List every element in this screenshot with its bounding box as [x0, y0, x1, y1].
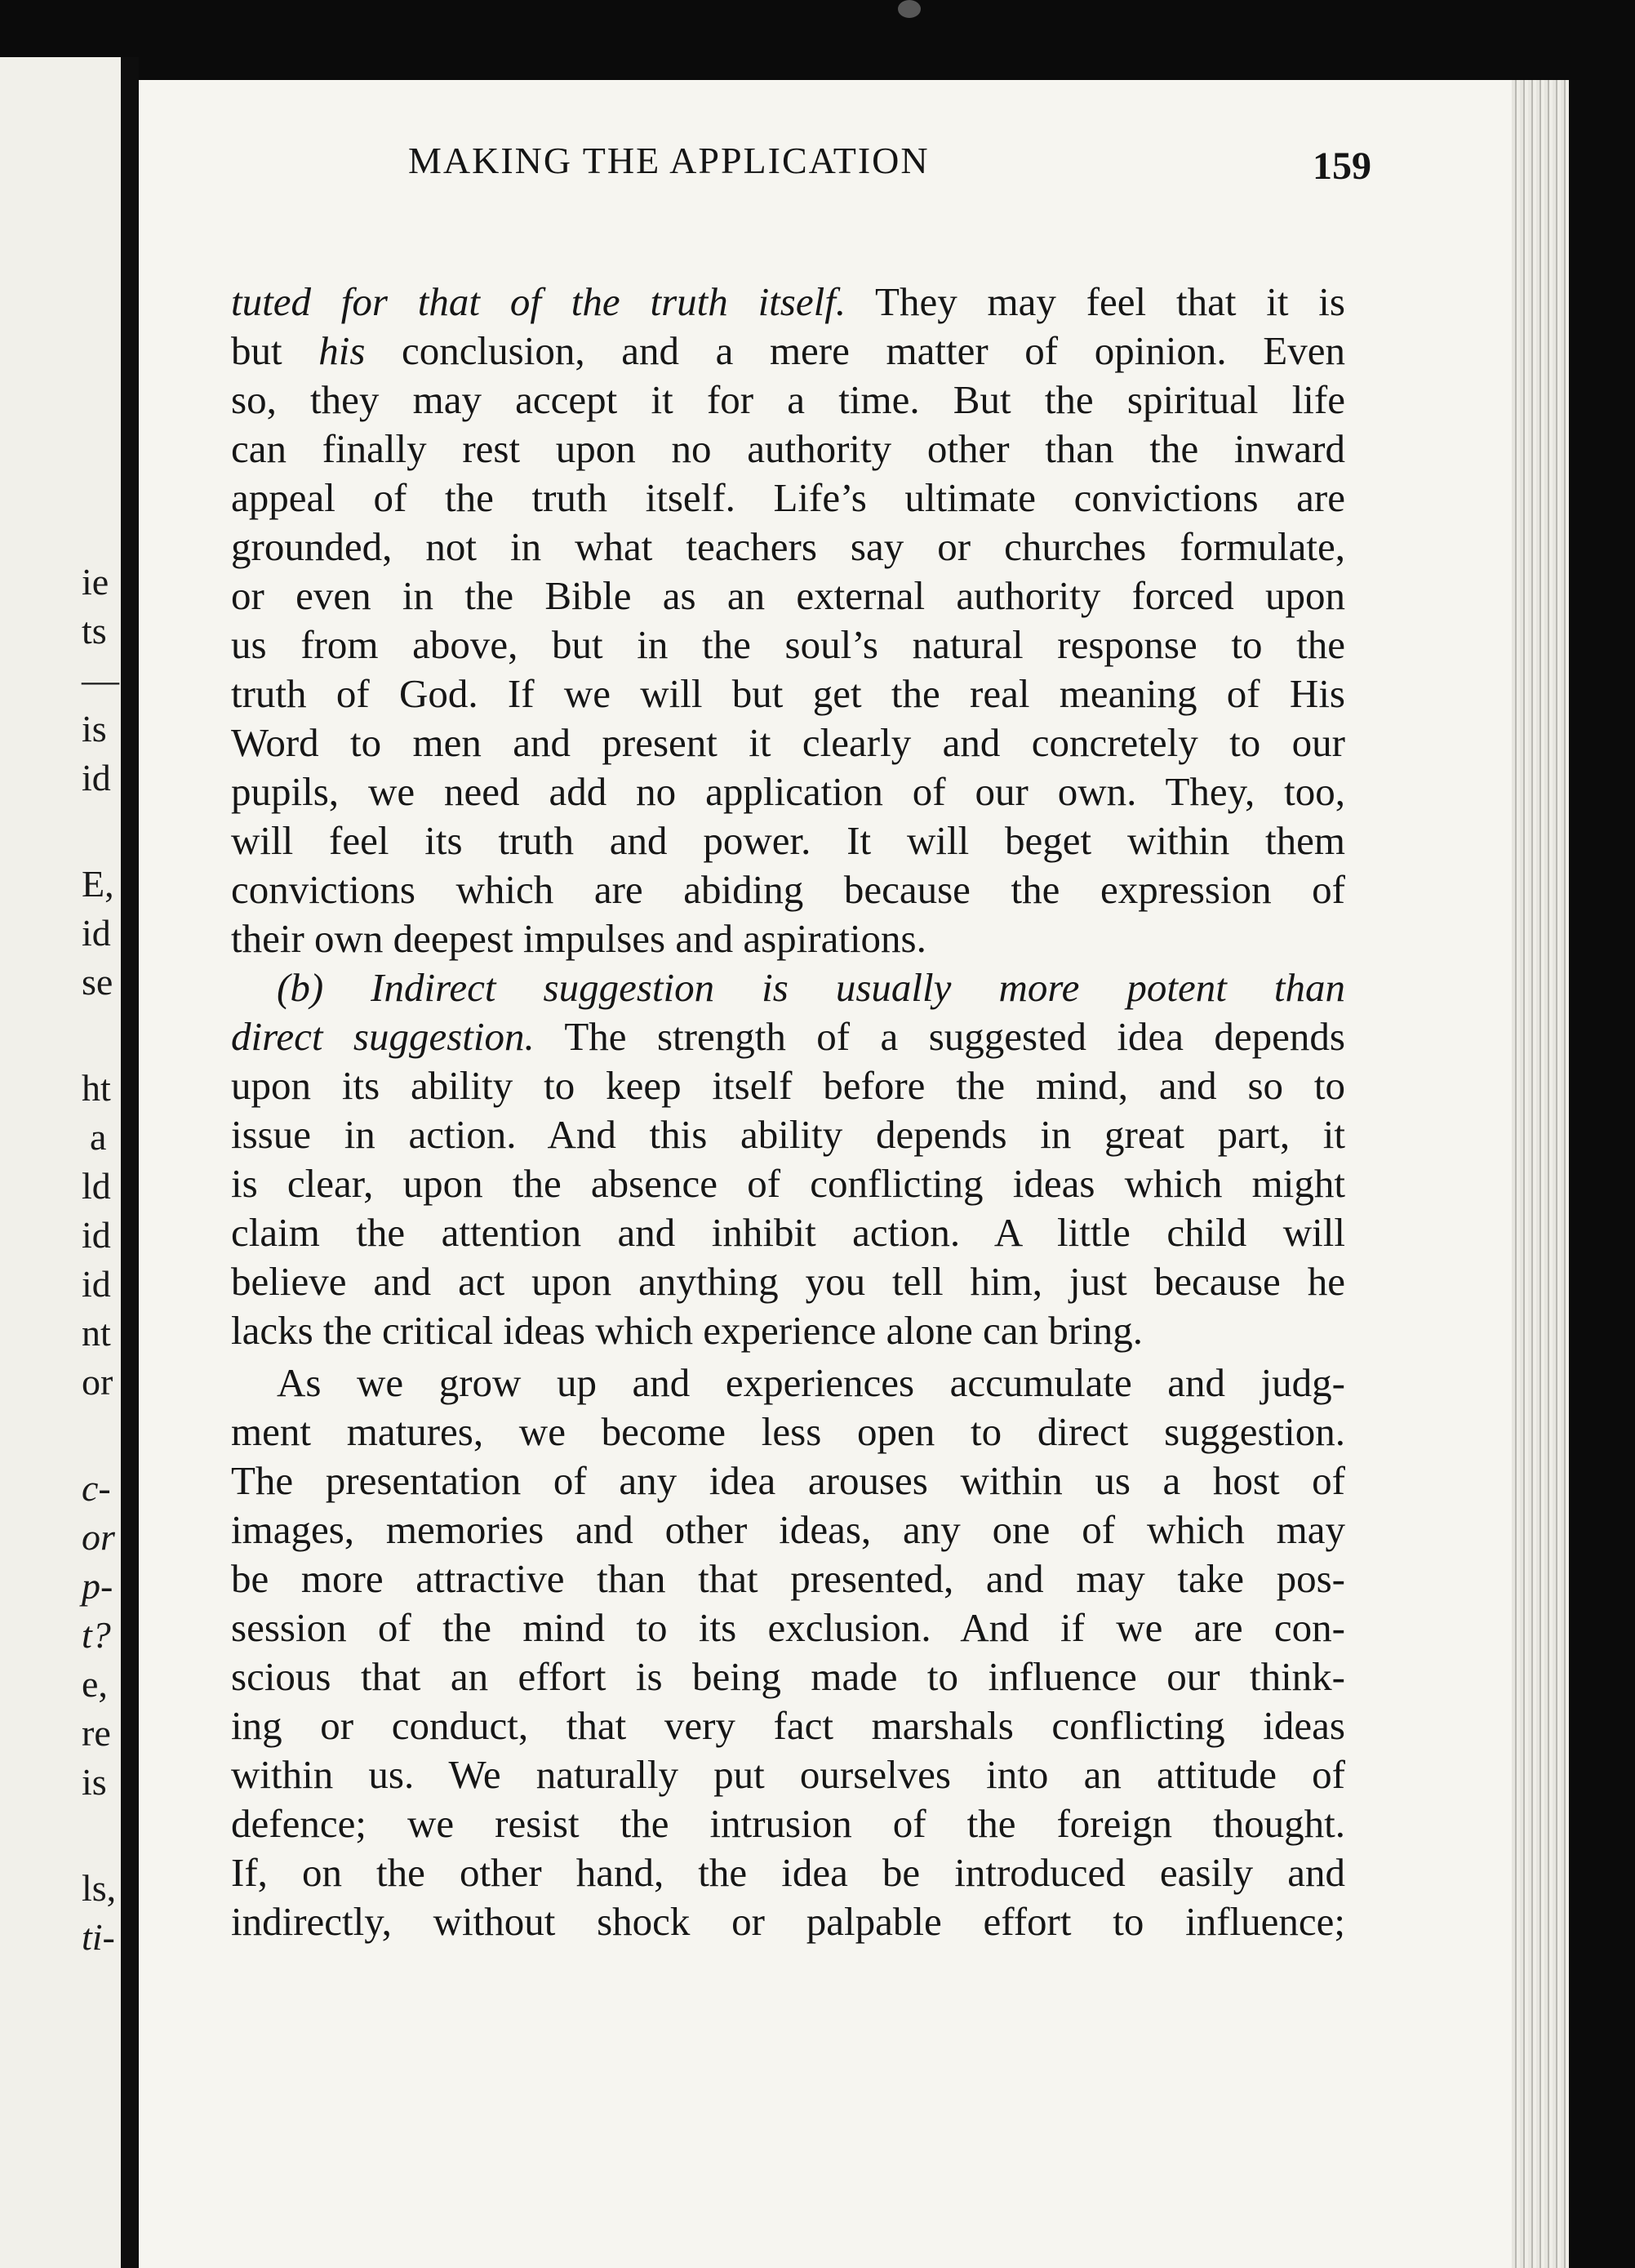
- text-line: their own deepest impulses and aspirations.: [231, 916, 926, 961]
- page-number: 159: [1313, 145, 1371, 188]
- margin-fragment: a: [90, 1116, 107, 1158]
- margin-fragment: se: [82, 961, 113, 1003]
- text-line: The presentation of any idea arouses within us a host of: [231, 1458, 1345, 1503]
- margin-fragment: ht: [82, 1067, 111, 1109]
- margin-fragment: is: [82, 1761, 107, 1803]
- margin-fragment: c-: [82, 1467, 111, 1509]
- text-line: pupils, we need add no application of our own. They, too,: [231, 769, 1345, 814]
- margin-fragment: p-: [82, 1565, 113, 1607]
- text-line: can finally rest upon no authority other than the inward: [231, 426, 1345, 471]
- margin-fragment: e,: [82, 1663, 108, 1705]
- text-line: appeal of the truth itself. Life’s ultimate convictions are: [231, 475, 1345, 520]
- text-line: ment matures, we become less open to direct suggestion.: [231, 1409, 1345, 1454]
- margin-fragment: ti-: [82, 1916, 115, 1958]
- text-line: believe and act upon anything you tell him, just because he: [231, 1259, 1345, 1304]
- text-line: truth of God. If we will but get the real meaning of His: [231, 671, 1345, 716]
- body-text: [231, 278, 1345, 1946]
- text-line: us from above, but in the soul’s natural response to the: [231, 622, 1345, 667]
- text-line: or even in the Bible as an external authority forced upon: [231, 573, 1345, 618]
- text-line: convictions which are abiding because the expression of: [231, 867, 1345, 912]
- text-line: is clear, upon the absence of conflicting ideas which might: [231, 1161, 1345, 1206]
- margin-fragment: re: [82, 1712, 111, 1754]
- text-line: grounded, not in what teachers say or churches formulate,: [231, 524, 1345, 569]
- margin-fragment: or: [82, 1361, 113, 1403]
- text-line: within us. We naturally put ourselves into an attitude of: [231, 1752, 1345, 1797]
- margin-fragment: ld: [82, 1165, 111, 1207]
- text-line: direct suggestion. The strength of a suggested idea depends: [231, 1014, 1345, 1059]
- text-line: ing or conduct, that very fact marshals conflicting ideas: [231, 1703, 1345, 1748]
- text-line: tuted for that of the truth itself. They may feel that it is: [231, 279, 1345, 324]
- facing-page-edge: [0, 57, 121, 2268]
- text-line: defence; we resist the intrusion of the foreign thought.: [231, 1801, 1345, 1846]
- margin-fragment: t?: [82, 1614, 111, 1656]
- margin-fragment: ts: [82, 610, 107, 651]
- margin-fragment: nt: [82, 1312, 111, 1354]
- text-line: (b) Indirect suggestion is usually more potent than: [277, 965, 1345, 1010]
- text-line: lacks the critical ideas which experience alone can bring.: [231, 1308, 1143, 1353]
- text-line: claim the attention and inhibit action. A little child will: [231, 1210, 1345, 1255]
- page-edges: [1512, 80, 1569, 2268]
- margin-fragment: or: [82, 1516, 115, 1558]
- margin-fragment: id: [82, 1214, 111, 1256]
- margin-fragment: id: [82, 757, 111, 798]
- text-line: Word to men and present it clearly and concretely to our: [231, 720, 1345, 765]
- margin-fragment: E,: [82, 863, 114, 905]
- margin-fragment: —: [82, 659, 119, 700]
- text-line: upon its ability to keep itself before the mind, and so to: [231, 1063, 1345, 1108]
- margin-fragment: id: [82, 912, 111, 954]
- margin-fragment: ls,: [82, 1867, 117, 1909]
- text-line: session of the mind to its exclusion. And if we are con-: [231, 1605, 1345, 1650]
- text-line: issue in action. And this ability depends in great part, it: [231, 1112, 1345, 1157]
- chapter-title: MAKING THE APPLICATION: [408, 140, 930, 181]
- text-line: images, memories and other ideas, any one of which may: [231, 1507, 1345, 1552]
- margin-fragment: is: [82, 708, 107, 749]
- running-head: [408, 139, 1371, 188]
- scan-speck: [898, 0, 921, 18]
- text-line: As we grow up and experiences accumulate and judg-: [277, 1360, 1345, 1405]
- margin-fragment: ie: [82, 561, 109, 603]
- text-line: so, they may accept it for a time. But the spiritual life: [231, 377, 1345, 422]
- text-line: be more attractive than that presented, and may take pos-: [231, 1556, 1345, 1601]
- text-line: If, on the other hand, the idea be introduced easily and: [231, 1850, 1345, 1895]
- text-line: scious that an effort is being made to influence our think-: [231, 1654, 1345, 1699]
- text-line: will feel its truth and power. It will beget within them: [231, 818, 1345, 863]
- text-line: but his conclusion, and a mere matter of opinion. Even: [231, 328, 1345, 373]
- text-line: indirectly, without shock or palpable effort to influence;: [231, 1899, 1345, 1944]
- book-gutter: [121, 57, 139, 2268]
- margin-fragment: id: [82, 1263, 111, 1305]
